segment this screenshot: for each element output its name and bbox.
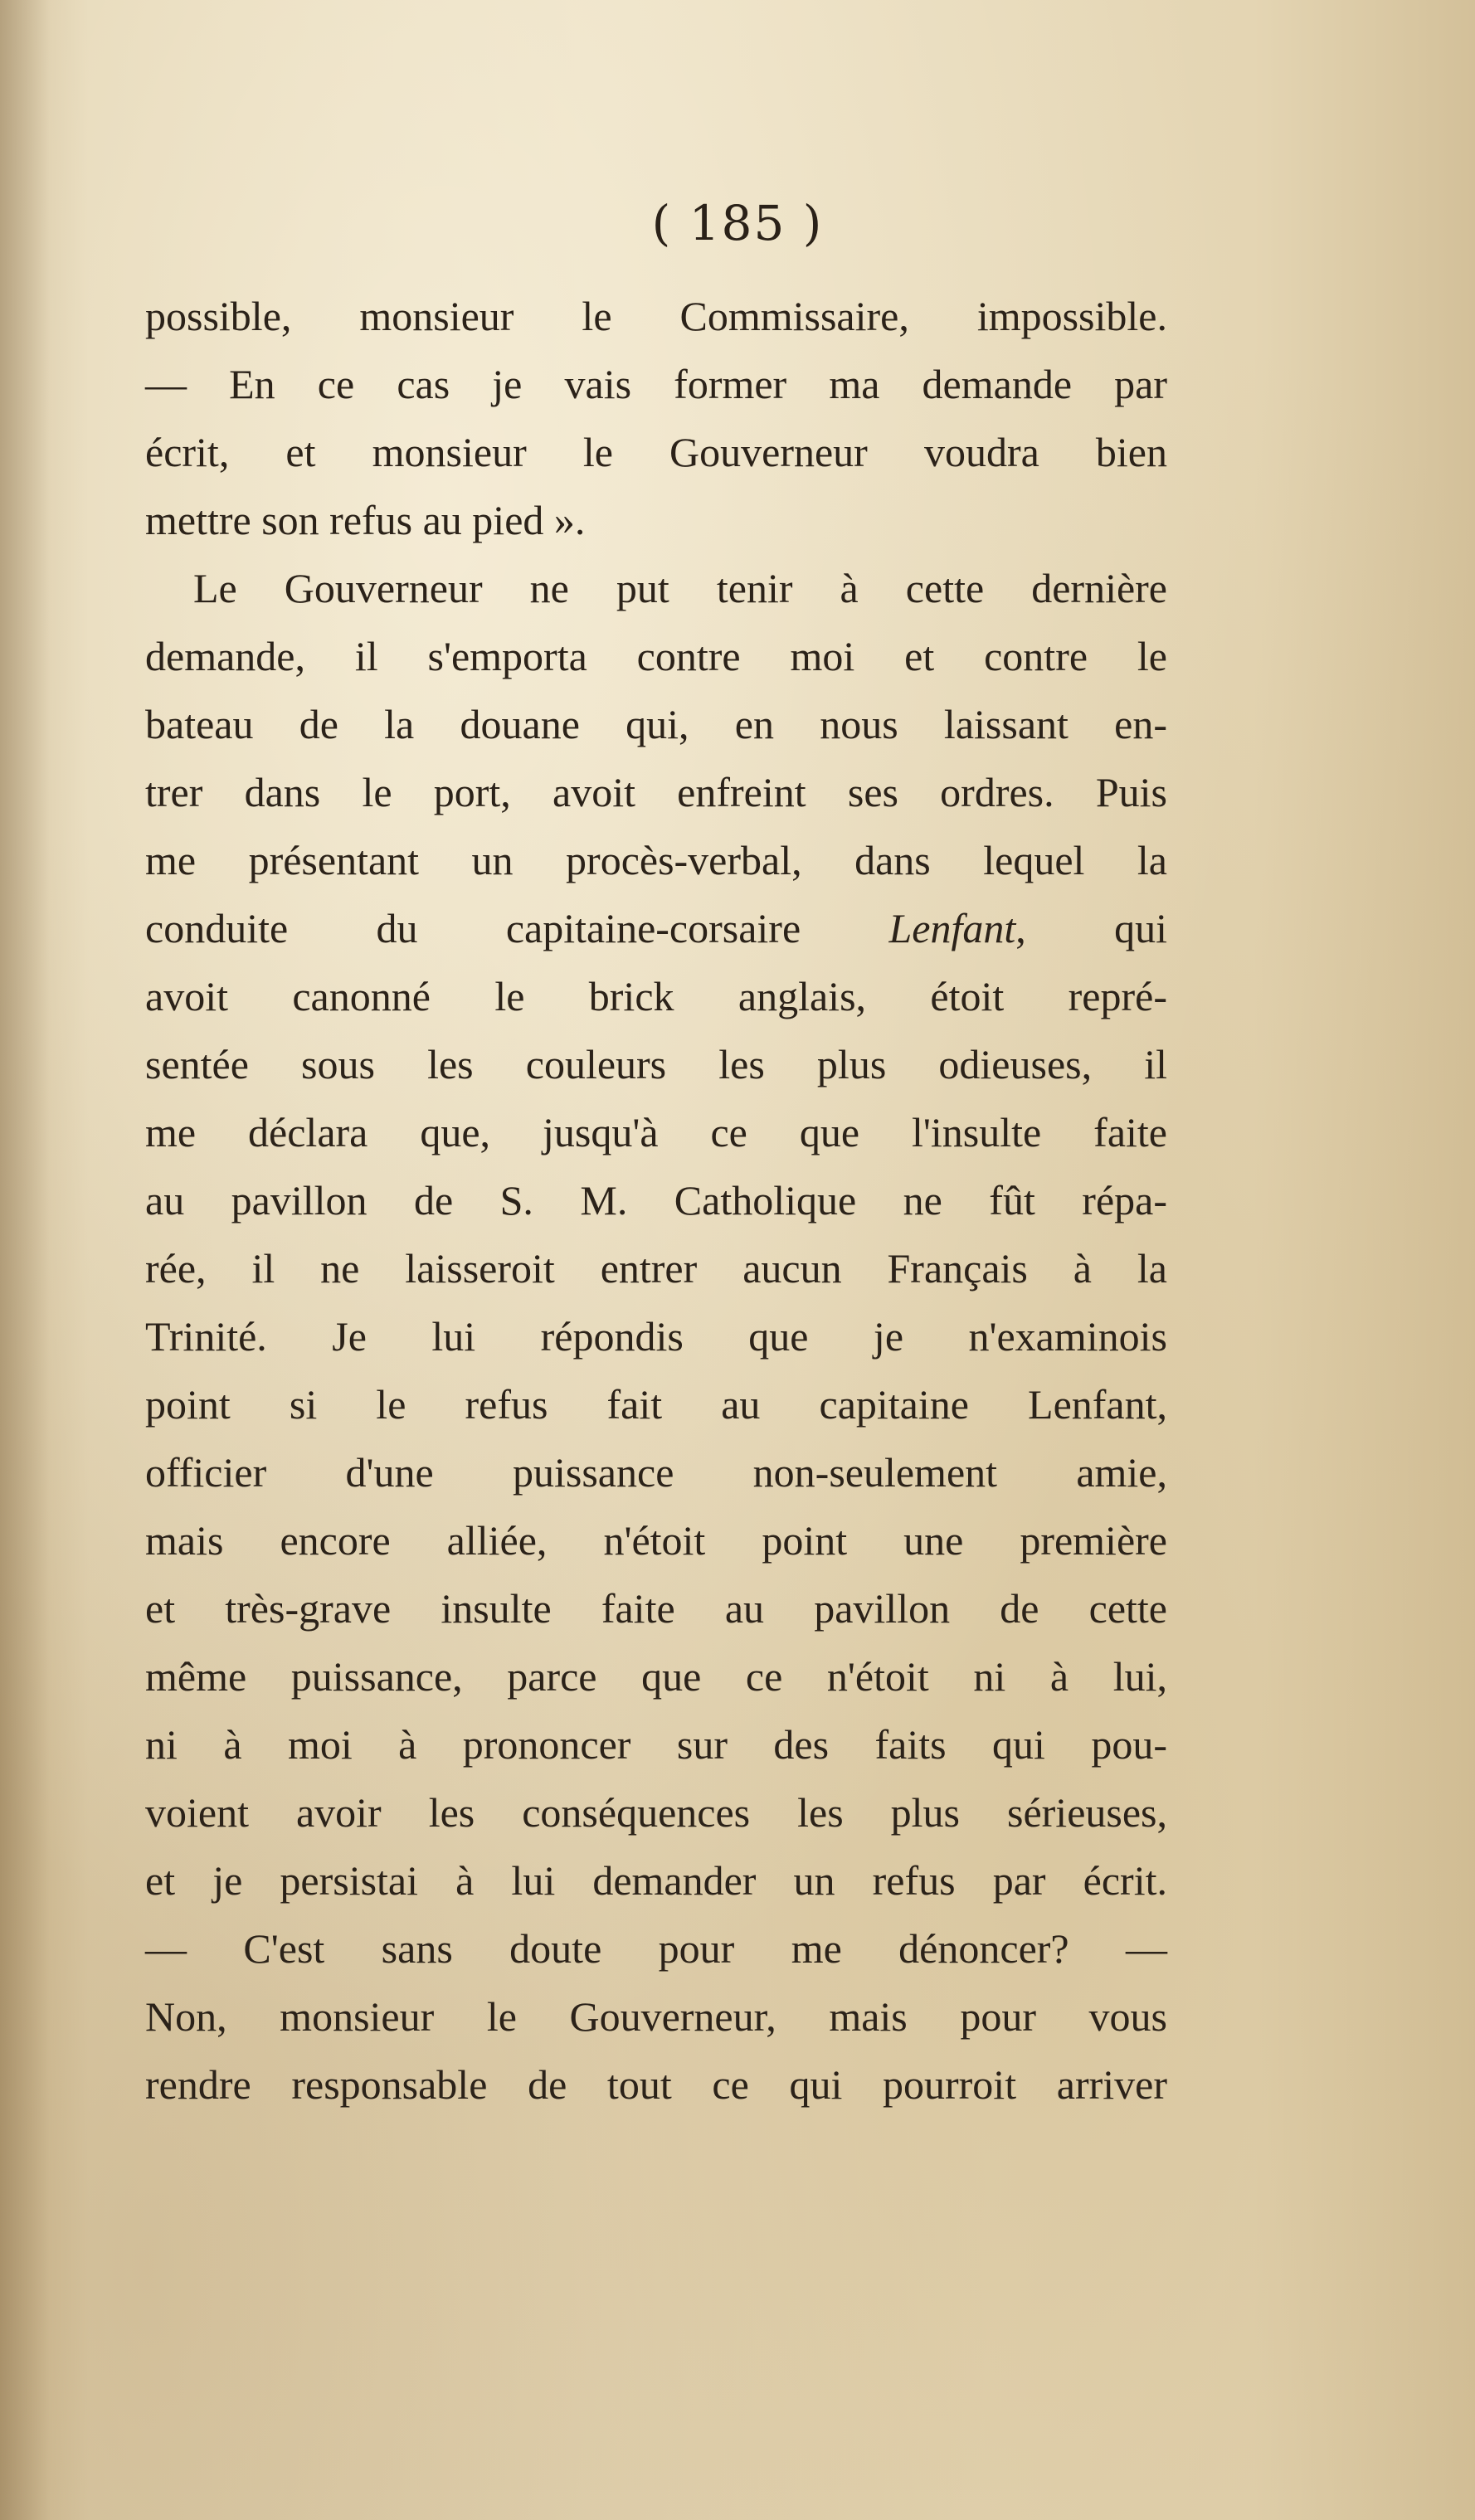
text-fragment: , qui — [1015, 905, 1167, 951]
text-line: — C'est sans doute pour me dénoncer? — — [145, 1925, 1167, 1972]
text-line: bateau de la douane qui, en nous laissant en- — [145, 701, 1167, 747]
text-line: mettre son refus au pied ». — [145, 497, 586, 543]
spine-shadow — [0, 0, 50, 2520]
body-text — [145, 282, 1167, 2119]
page-number: ( 185 ) — [651, 195, 824, 251]
text-line: me présentant un procès-verbal, dans lequel la — [145, 837, 1167, 883]
text-line: sentée sous les couleurs les plus odieuses, il — [145, 1041, 1167, 1087]
text-line: — En ce cas je vais former ma demande par — [145, 361, 1167, 407]
text-line: écrit, et monsieur le Gouverneur voudra bien — [145, 429, 1167, 475]
italic-name: Lenfant — [888, 905, 1016, 951]
text-line: possible, monsieur le Commissaire, impossible. — [145, 293, 1167, 339]
text-line: mais encore alliée, n'étoit point une première — [145, 1517, 1167, 1564]
text-line: me déclara que, jusqu'à ce que l'insulte faite — [145, 1109, 1167, 1155]
text-line: rendre responsable de tout ce qui pourroit arriver — [145, 2061, 1167, 2108]
text-line: ni à moi à prononcer sur des faits qui pou- — [145, 1721, 1167, 1768]
text-line: et très-grave insulte faite au pavillon de cette — [145, 1585, 1167, 1632]
text-line: même puissance, parce que ce n'étoit ni à lui, — [145, 1653, 1167, 1700]
text-line: au pavillon de S. M. Catholique ne fût répa- — [145, 1177, 1167, 1224]
text-line: et je persistai à lui demander un refus par écrit. — [145, 1857, 1167, 1904]
text-line: trer dans le port, avoit enfreint ses ordres. Puis — [145, 769, 1167, 815]
text-line — [145, 894, 1167, 962]
text-line: voient avoir les conséquences les plus sérieuses, — [145, 1789, 1167, 1836]
text-line: rée, il ne laisseroit entrer aucun Français à la — [145, 1245, 1167, 1292]
text-fragment: conduite du capitaine-corsaire — [145, 905, 889, 951]
text-line: Le Gouverneur ne put tenir à cette dernière — [193, 565, 1167, 611]
text-line: demande, il s'emporta contre moi et contre le — [145, 633, 1167, 679]
text-line: officier d'une puissance non-seulement amie, — [145, 1449, 1167, 1496]
text-line: point si le refus fait au capitaine Lenfant, — [145, 1381, 1167, 1428]
text-line: Trinité. Je lui répondis que je n'examinois — [145, 1313, 1167, 1360]
text-line: avoit canonné le brick anglais, étoit repré- — [145, 973, 1167, 1019]
text-line: Non, monsieur le Gouverneur, mais pour vous — [145, 1993, 1167, 2040]
